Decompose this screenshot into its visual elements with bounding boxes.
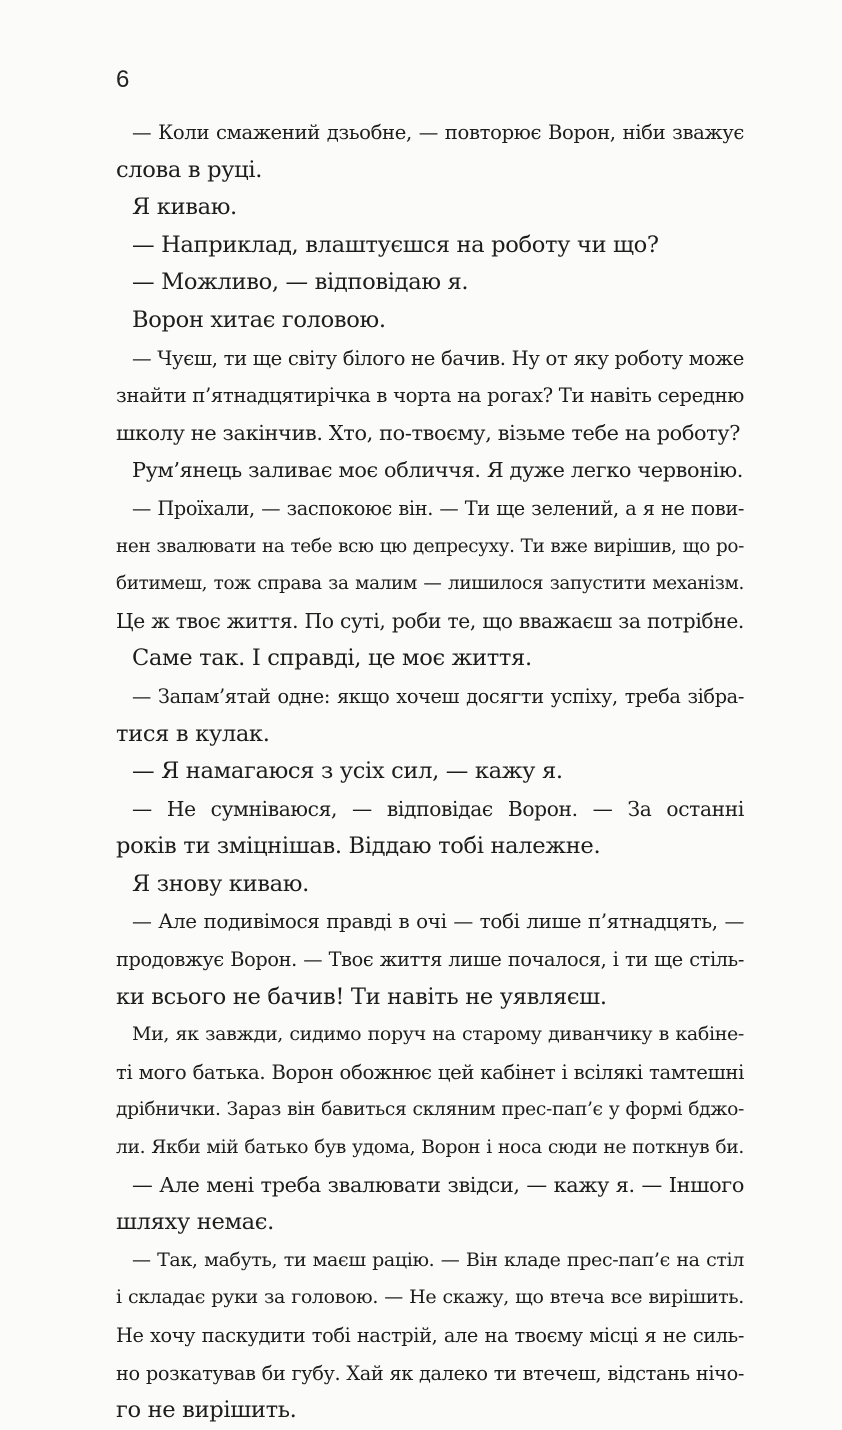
text-line: ли. Якби мій батько був удома, Ворон і носа сюди не поткнув би.: [116, 1137, 744, 1159]
text-line: років ти зміцнішав. Віддаю тобі належне.: [116, 833, 601, 860]
text-line: тися в кулак.: [116, 720, 270, 747]
text-line: — Запам’ятай одне: якщо хочеш досягти успіху, треба зібра-: [132, 684, 744, 708]
text-line: Ворон хитає головою.: [132, 306, 386, 333]
text-line: — Можливо, — відповідаю я.: [132, 269, 469, 296]
text-line: Я знову киваю.: [132, 870, 309, 897]
text-line: — Чуєш, ти ще світу білого не бачив. Ну от яку роботу може: [132, 346, 744, 370]
text-line: нен звалювати на тебе всю цю депресуху. Ти вже вирішив, що ро-: [116, 535, 744, 557]
text-line: слова в руці.: [116, 156, 263, 183]
text-line: — Наприклад, влаштуєшся на роботу чи що?: [132, 231, 659, 258]
text-line: — Так, мабуть, ти маєш рацію. — Він кладе прес-пап’є на стіл: [132, 1248, 744, 1271]
text-line: — Проїхали, — заспокоює він. — Ти ще зелений, а я не пови-: [132, 496, 744, 520]
text-line: — Але подивімося правді в очі — тобі лише п’ятнадцять, —: [132, 910, 744, 934]
text-line: Я киваю.: [132, 194, 237, 221]
page-number: 6: [116, 66, 130, 93]
text-line: го не вирішить.: [116, 1397, 297, 1424]
text-line: знайти п’ятнадцятирічка в чорта на рогах? Ти навіть середню: [116, 384, 744, 408]
text-line: і складає руки за головою. — Не скажу, що втеча все вирішить.: [116, 1286, 744, 1309]
text-line: но розкатував би губу. Хай як далеко ти втечеш, відстань нічо-: [116, 1361, 744, 1385]
text-line: — Але мені треба звалювати звідси, — кажу я. — Іншого: [132, 1172, 744, 1197]
body-text: [116, 114, 744, 1430]
text-line: — Я намагаюся з усіх сил, — кажу я.: [132, 758, 563, 785]
text-line: Не хочу паскудити тобі настрій, але на твоєму місці я не силь-: [116, 1324, 744, 1347]
text-line: школу не закінчив. Хто, по-твоєму, візьме тебе на роботу?: [116, 420, 741, 445]
text-line: битимеш, тож справа за малим — лишилося запустити механізм.: [116, 573, 744, 595]
text-line: дрібнички. Зараз він бавиться скляним прес-пап’є у формі бджо-: [116, 1099, 744, 1121]
text-line: — Коли смажений дзьобне, — повторює Ворон, ніби зважує: [132, 121, 744, 144]
text-line: Це ж твоє життя. По суті, роби те, що вважаєш за потрібне.: [116, 608, 744, 633]
text-line: Рум’янець заливає моє обличчя. Я дуже легко червонію.: [132, 458, 744, 483]
text-line: Саме так. І справді, це моє життя.: [132, 645, 532, 672]
text-line: шляху немає.: [116, 1209, 274, 1236]
text-line: продовжує Ворон. — Твоє життя лише почалося, і ти ще стіль-: [116, 948, 744, 972]
text-line: Ми, як завжди, сидимо поруч на старому диванчику в кабіне-: [132, 1023, 744, 1046]
text-line: ті мого батька. Ворон обожнює цей кабінет і всілякі тамтешні: [116, 1060, 744, 1084]
text-line: — Не сумніваюся, — відповідає Ворон. — За останні: [132, 796, 744, 821]
text-line: ки всього не бачив! Ти навіть не уявляєш.: [116, 983, 607, 1010]
